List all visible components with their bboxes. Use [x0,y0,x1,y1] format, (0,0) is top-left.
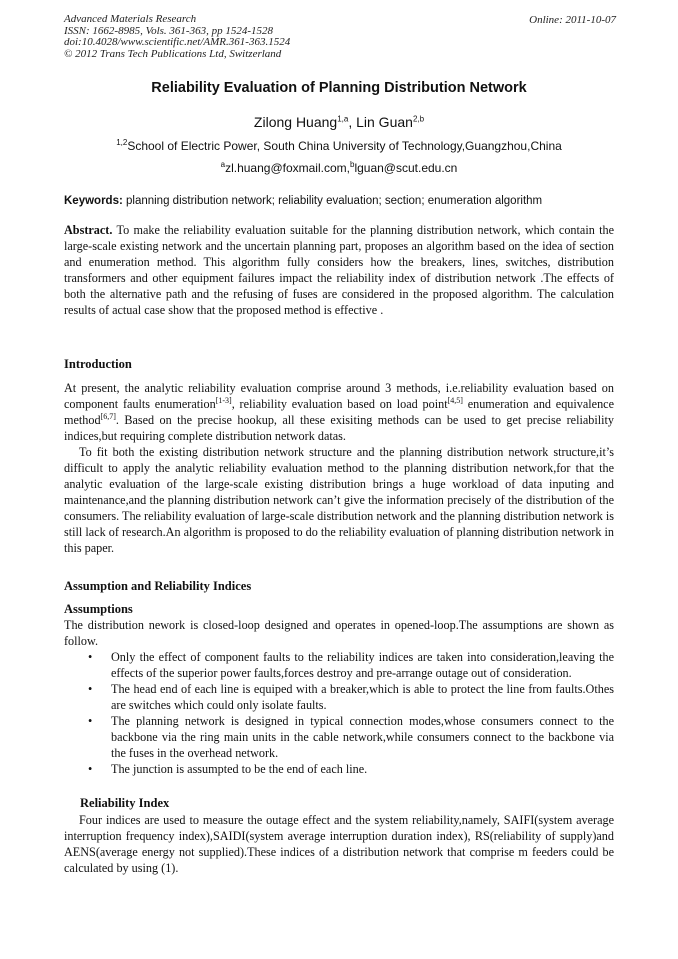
email-address[interactable]: lguan@scut.edu.cn [354,161,458,175]
subsection-heading: Reliability Index [80,796,170,810]
list-item [64,713,614,761]
copyright-line: © 2012 Trans Tech Publications Ltd, Switzerland [64,47,282,60]
keywords [64,195,624,207]
keywords-label: Keywords: [64,195,123,207]
author-superscript: 1,a [337,114,349,124]
journal-header [64,14,290,60]
email-superscript: b [349,160,355,169]
email-superscript: a [220,160,226,169]
list-item [64,649,614,681]
list-item-text: Only the effect of component faults to the reliability indices are taken into consideration,leaving the effects of the superior power faults,forces destroy and pre-arrange outage out of consideration. [111,650,614,680]
bullet-icon: • [88,682,93,696]
keywords-text: planning distribution network; reliability evaluation; section; enumeration algorithm [122,195,543,207]
author-superscript: 2,b [412,114,425,124]
introduction-heading: Introduction [64,357,132,371]
author-line [0,114,678,130]
bullet-icon: • [88,714,93,728]
text-run: enumeration and equivalence method [64,397,614,427]
author-name: Lin Guan [356,114,413,130]
abstract-text: To make the reliability evaluation suitable for the planning distribution network, which contain the large-scale existing network and the uncertain planning part, proposes an algorithm based on the idea of section and enumeration method. This algorithm fully considers how the breakers, lines, switches, distribution transformers and other equipment failures impact the reliability index of distribution network .The effects of both the alternative path and the refusing of fuses are considered in the proposed algorithm. The calculation results of actual case show that the proposed method is effective . [64,223,614,317]
text-run: , reliability evaluation based on load point [231,397,448,411]
list-item [64,681,614,713]
email-line [0,161,678,175]
paragraph: The distribution nework is closed-loop designed and operates in opened-loop.The assumptions are shown as follow. [64,618,614,648]
affiliation [0,139,678,153]
journal-name: Advanced Materials Research [64,13,197,25]
list-item-text: The head end of each line is equiped with a breaker,which is able to protect the line from faults.Othes are switches which could only isolate faults. [111,682,614,712]
citation[interactable]: [4,5] [447,395,463,405]
email-address[interactable]: zl.huang@foxmail.com, [225,161,350,175]
paragraph: To fit both the existing distribution network structure and the planning distribution network structure,it’s difficult to apply the analytic reliability evaluation method to the planning distribution network,for that the analytic evaluation of the large-scale existing distribution brings a huge workload of data inputing and maintenance,and the planning distribution network can’t give the information precisely of the distribution of the consumers. The reliability evaluation of large-scale distribution network and the planning distribution network is still lack of research.An algorithm is proposed to do the reliability evaluation of planning distribution network in this paper. [64,445,614,555]
introduction-body [64,380,614,556]
list-item-text: The junction is assumpted to be the end of each line. [111,762,368,776]
citation[interactable]: [1-3] [215,395,232,405]
section-heading: Assumption and Reliability Indices [64,579,252,593]
abstract-label: Abstract. [64,223,113,237]
online-date: Online: 2011-10-07 [529,14,616,26]
assumption-list [64,649,614,777]
abstract [64,222,614,318]
paragraph: Four indices are used to measure the outage effect and the system reliability,namely, SAIFI(system average interruption frequency index),SAIDI(system average interruption duration index), RS(reliability of supply)and AENS(average energy not supplied).These indices of a distribution network that comprise m feeders could be calculated by using (1). [64,813,614,875]
citation[interactable]: [6,7] [100,411,116,421]
bullet-icon: • [88,762,93,776]
paragraph [64,380,614,444]
text-run: At present, the analytic reliability evaluation comprise around 3 methods, i.e.reliability evaluation based on component faults enumeration [64,381,614,411]
subsection-heading: Assumptions [64,602,133,616]
affiliation-superscript: 1,2 [116,138,128,147]
reliability-index-body [64,812,614,876]
author-name: Zilong Huang [253,114,338,130]
bullet-icon: • [88,650,93,664]
text-run: . Based on the precise hookup, all these exisiting methods can be used to get precise reliability indices,but requiring complete distribution network datas. [64,413,614,443]
author-separator: , [348,114,357,130]
list-item [64,761,614,777]
assumptions-body [64,617,614,777]
paper-title: Reliability Evaluation of Planning Distribution Network [151,80,527,96]
list-item-text: The planning network is designed in typical connection modes,whose consumers connect to the backbone via the ring main units in the cable network,while consumers connect to the backbone via the fuses in the overhead network. [111,714,614,760]
issn-line: ISSN: 1662-8985, Vols. 361-363, pp 1524-1528 [64,24,273,37]
doi-line[interactable]: doi:10.4028/www.scientific.net/AMR.361-363.1524 [64,36,291,48]
affiliation-text: School of Electric Power, South China University of Technology,Guangzhou,China [127,139,562,153]
